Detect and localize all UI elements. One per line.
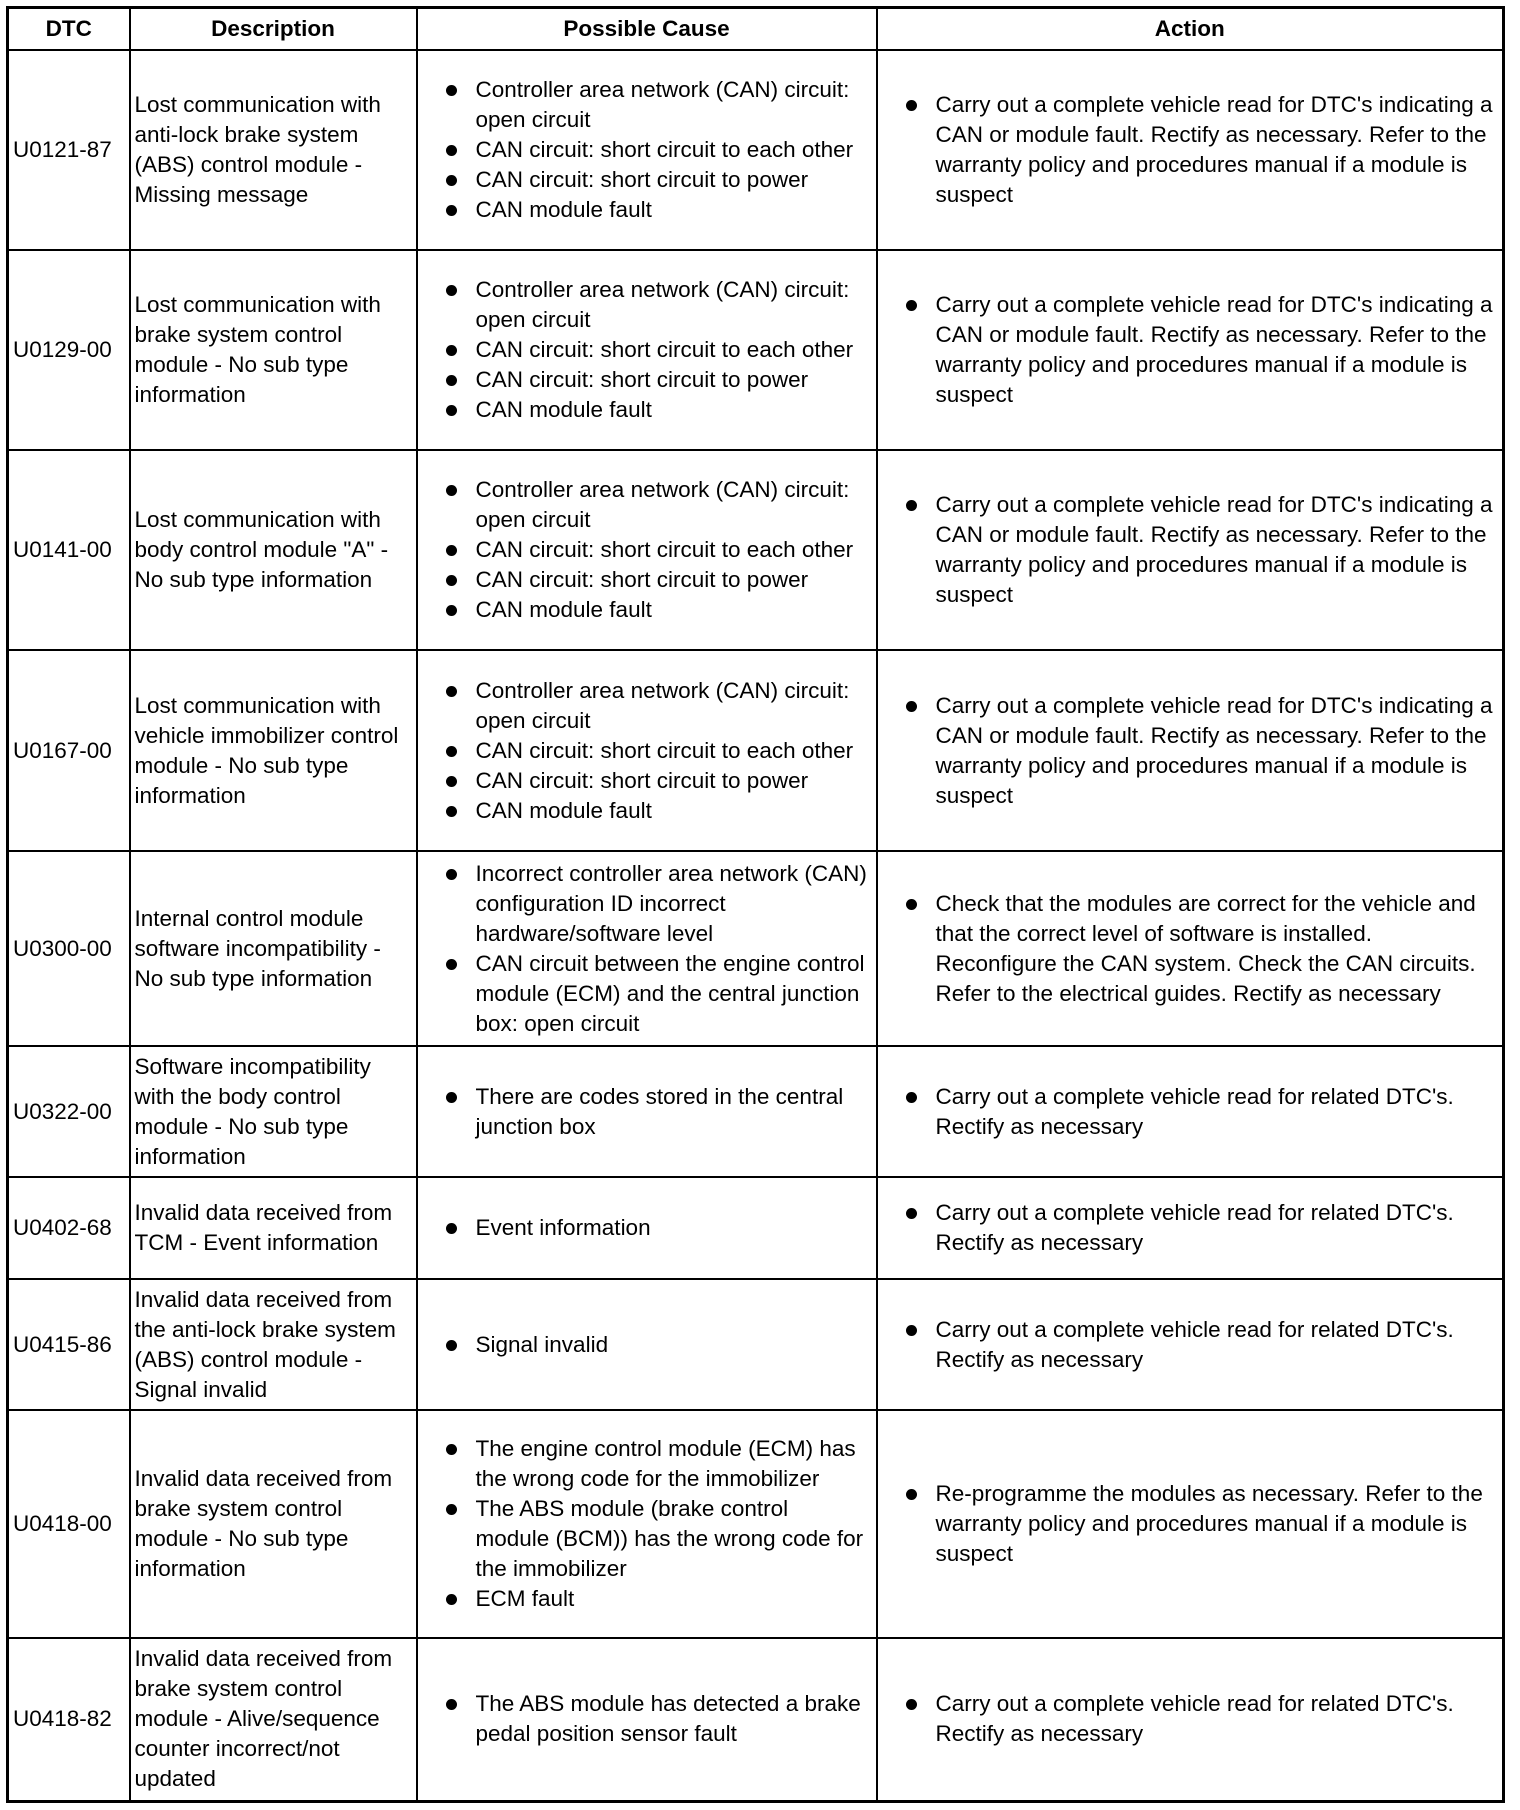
action-item: Carry out a complete vehicle read for related DTC's. Rectify as necessary <box>882 1689 1495 1749</box>
possible-cause-cell <box>417 650 877 851</box>
table-row <box>8 50 1504 250</box>
dtc-description: Lost communication with vehicle immobilizer control module - No sub type information <box>130 650 417 851</box>
possible-cause-item: CAN circuit: short circuit to each other <box>422 135 868 165</box>
action-list <box>882 1689 1499 1749</box>
action-item: Carry out a complete vehicle read for DTC's indicating a CAN or module fault. Rectify as necessary. Refer to the warranty policy and procedures manual if a module is suspect <box>882 691 1495 811</box>
action-list <box>882 1479 1499 1569</box>
dtc-description: Lost communication with anti-lock brake system (ABS) control module - Missing message <box>130 50 417 250</box>
possible-cause-item: There are codes stored in the central junction box <box>422 1082 868 1142</box>
action-cell <box>877 1410 1504 1638</box>
dtc-description: Invalid data received from brake system control module - Alive/sequence counter incorrect/not updated <box>130 1638 417 1801</box>
dtc-code: U0121-87 <box>8 50 130 250</box>
possible-cause-item: The ABS module has detected a brake pedal position sensor fault <box>422 1689 868 1749</box>
possible-cause-item: CAN module fault <box>422 195 868 225</box>
dtc-description: Lost communication with body control module "A" - No sub type information <box>130 450 417 650</box>
header-row <box>8 8 1504 51</box>
header-dtc: DTC <box>8 8 130 51</box>
dtc-code: U0167-00 <box>8 650 130 851</box>
dtc-code: U0402-68 <box>8 1177 130 1279</box>
dtc-code: U0129-00 <box>8 250 130 450</box>
table-row <box>8 1279 1504 1410</box>
table-row <box>8 1177 1504 1279</box>
possible-cause-item: Signal invalid <box>422 1330 868 1360</box>
possible-cause-item: ECM fault <box>422 1584 868 1614</box>
possible-cause-list <box>422 1434 872 1614</box>
possible-cause-item: Controller area network (CAN) circuit: open circuit <box>422 676 868 736</box>
possible-cause-item: CAN circuit: short circuit to each other <box>422 736 868 766</box>
dtc-description: Invalid data received from the anti-lock brake system (ABS) control module - Signal invalid <box>130 1279 417 1410</box>
dtc-code: U0415-86 <box>8 1279 130 1410</box>
action-cell <box>877 1177 1504 1279</box>
possible-cause-item: CAN module fault <box>422 595 868 625</box>
action-item: Carry out a complete vehicle read for DTC's indicating a CAN or module fault. Rectify as necessary. Refer to the warranty policy and procedures manual if a module is suspect <box>882 290 1495 410</box>
table-row <box>8 450 1504 650</box>
possible-cause-list <box>422 275 872 425</box>
possible-cause-list <box>422 1330 872 1360</box>
action-item: Carry out a complete vehicle read for related DTC's. Rectify as necessary <box>882 1082 1495 1142</box>
possible-cause-list <box>422 75 872 225</box>
action-cell <box>877 650 1504 851</box>
action-item: Carry out a complete vehicle read for DTC's indicating a CAN or module fault. Rectify as necessary. Refer to the warranty policy and procedures manual if a module is suspect <box>882 490 1495 610</box>
possible-cause-list <box>422 1213 872 1243</box>
dtc-description: Lost communication with brake system control module - No sub type information <box>130 250 417 450</box>
possible-cause-cell <box>417 50 877 250</box>
dtc-description: Internal control module software incompatibility - No sub type information <box>130 851 417 1046</box>
possible-cause-item: The engine control module (ECM) has the wrong code for the immobilizer <box>422 1434 868 1494</box>
header-action: Action <box>877 8 1504 51</box>
dtc-code: U0322-00 <box>8 1046 130 1177</box>
action-item: Carry out a complete vehicle read for related DTC's. Rectify as necessary <box>882 1315 1495 1375</box>
action-cell <box>877 450 1504 650</box>
possible-cause-cell <box>417 1410 877 1638</box>
possible-cause-item: CAN circuit between the engine control module (ECM) and the central junction box: open circuit <box>422 949 868 1039</box>
possible-cause-cell <box>417 851 877 1046</box>
possible-cause-cell <box>417 1279 877 1410</box>
action-cell <box>877 851 1504 1046</box>
possible-cause-item: CAN circuit: short circuit to power <box>422 766 868 796</box>
action-item: Carry out a complete vehicle read for related DTC's. Rectify as necessary <box>882 1198 1495 1258</box>
possible-cause-cell <box>417 1177 877 1279</box>
possible-cause-item: Controller area network (CAN) circuit: open circuit <box>422 275 868 335</box>
action-cell <box>877 1046 1504 1177</box>
action-list <box>882 290 1499 410</box>
table-row <box>8 650 1504 851</box>
possible-cause-item: Controller area network (CAN) circuit: open circuit <box>422 475 868 535</box>
table-row <box>8 851 1504 1046</box>
action-list <box>882 1198 1499 1258</box>
table-row <box>8 1638 1504 1801</box>
dtc-description: Software incompatibility with the body control module - No sub type information <box>130 1046 417 1177</box>
dtc-code: U0418-00 <box>8 1410 130 1638</box>
dtc-table <box>6 6 1505 1803</box>
possible-cause-list <box>422 1082 872 1142</box>
dtc-code: U0418-82 <box>8 1638 130 1801</box>
possible-cause-item: The ABS module (brake control module (BCM)) has the wrong code for the immobilizer <box>422 1494 868 1584</box>
action-list <box>882 889 1499 1009</box>
header-possible-cause: Possible Cause <box>417 8 877 51</box>
possible-cause-item: CAN circuit: short circuit to power <box>422 365 868 395</box>
action-list <box>882 691 1499 811</box>
action-list <box>882 1082 1499 1142</box>
possible-cause-list <box>422 1689 872 1749</box>
possible-cause-item: Incorrect controller area network (CAN) configuration ID incorrect hardware/software level <box>422 859 868 949</box>
action-item: Carry out a complete vehicle read for DTC's indicating a CAN or module fault. Rectify as necessary. Refer to the warranty policy and procedures manual if a module is suspect <box>882 90 1495 210</box>
possible-cause-list <box>422 475 872 625</box>
action-item: Check that the modules are correct for the vehicle and that the correct level of software is installed. Reconfigure the CAN system. Check the CAN circuits. Refer to the electrical guides. Rectify as necessary <box>882 889 1495 1009</box>
action-item: Re-programme the modules as necessary. Refer to the warranty policy and procedures manual if a module is suspect <box>882 1479 1495 1569</box>
possible-cause-item: Event information <box>422 1213 868 1243</box>
action-list <box>882 1315 1499 1375</box>
table-row <box>8 1046 1504 1177</box>
dtc-description: Invalid data received from brake system control module - No sub type information <box>130 1410 417 1638</box>
possible-cause-cell <box>417 1638 877 1801</box>
possible-cause-item: Controller area network (CAN) circuit: open circuit <box>422 75 868 135</box>
possible-cause-item: CAN circuit: short circuit to power <box>422 165 868 195</box>
action-list <box>882 490 1499 610</box>
possible-cause-cell <box>417 450 877 650</box>
possible-cause-list <box>422 859 872 1039</box>
possible-cause-item: CAN module fault <box>422 395 868 425</box>
table-row <box>8 250 1504 450</box>
dtc-code: U0300-00 <box>8 851 130 1046</box>
action-list <box>882 90 1499 210</box>
table-row <box>8 1410 1504 1638</box>
possible-cause-list <box>422 676 872 826</box>
action-cell <box>877 1638 1504 1801</box>
action-cell <box>877 1279 1504 1410</box>
header-description: Description <box>130 8 417 51</box>
action-cell <box>877 250 1504 450</box>
dtc-code: U0141-00 <box>8 450 130 650</box>
possible-cause-cell <box>417 1046 877 1177</box>
possible-cause-item: CAN circuit: short circuit to power <box>422 565 868 595</box>
action-cell <box>877 50 1504 250</box>
possible-cause-cell <box>417 250 877 450</box>
possible-cause-item: CAN module fault <box>422 796 868 826</box>
possible-cause-item: CAN circuit: short circuit to each other <box>422 535 868 565</box>
possible-cause-item: CAN circuit: short circuit to each other <box>422 335 868 365</box>
dtc-description: Invalid data received from TCM - Event information <box>130 1177 417 1279</box>
